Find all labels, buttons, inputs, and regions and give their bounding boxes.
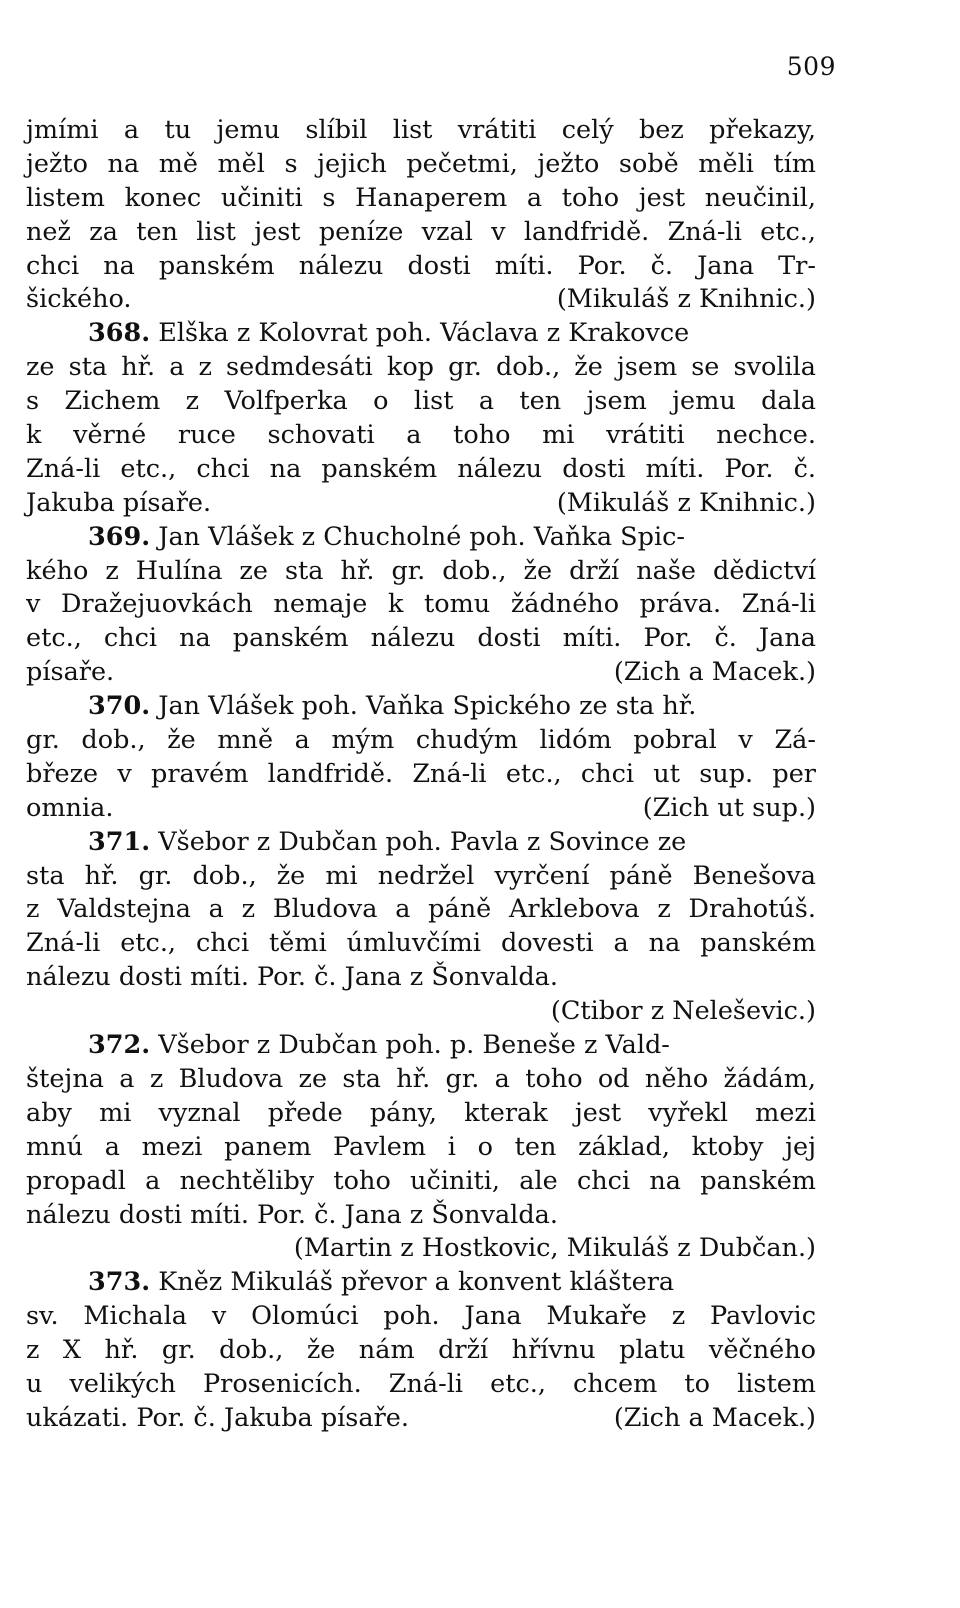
line-text: březe v pravém landfridě. Zná-li etc., chci ut sup. per <box>26 758 816 789</box>
entry-text: Všebor z Dubčan poh. p. Beneše z Vald- <box>158 1030 670 1061</box>
entry-text: Všebor z Dubčan poh. Pavla z Sovince ze <box>158 826 687 857</box>
line-text: šického. <box>26 284 132 315</box>
text-line <box>26 961 816 995</box>
line-text: sv. Michala v Olomúci poh. Jana Mukaře z Pavlovic <box>26 1301 816 1332</box>
line-text: s Zichem z Volfperka o list a ten jsem jemu dala <box>26 386 816 417</box>
text-line <box>26 216 816 250</box>
signatory: (Mikuláš z Knihnic.) <box>556 487 816 518</box>
document-body <box>26 114 816 1436</box>
text-line <box>26 453 816 487</box>
text-line <box>26 487 816 521</box>
entry-text: Kněz Mikuláš převor a konvent kláštera <box>158 1267 675 1298</box>
text-line <box>26 1199 816 1233</box>
entry-number: 372. <box>88 1030 151 1061</box>
text-line <box>26 1334 816 1368</box>
text-line <box>26 1029 816 1063</box>
text-line <box>26 351 816 385</box>
text-line <box>26 1131 816 1165</box>
line-text: k věrné ruce schovati a toho mi vrátiti nechce. <box>26 420 816 451</box>
text-line <box>26 1232 816 1266</box>
text-line <box>26 995 816 1029</box>
line-text: gr. dob., že mně a mým chudým lidóm pobral v Zá- <box>26 725 816 756</box>
signatory: (Zich ut sup.) <box>642 792 816 823</box>
line-text: v Dražejuovkách nemaje k tomu žádného práva. Zná-li <box>26 589 816 620</box>
line-text: štejna a z Bludova ze sta hř. gr. a toho od něho žádám, <box>26 1063 816 1094</box>
line-text: nálezu dosti míti. Por. č. Jana z Šonvalda. <box>26 1199 558 1230</box>
text-line <box>26 1402 816 1436</box>
line-text: než za ten list jest peníze vzal v landfridě. Zná-li etc., <box>26 216 816 247</box>
signatory: (Zich a Macek.) <box>613 657 816 688</box>
line-text: kého z Hulína ze sta hř. gr. dob., že drží naše dědictví <box>26 555 816 586</box>
text-line <box>26 860 816 894</box>
line-text: Zná-li etc., chci těmi úmluvčími dovesti a na panském <box>26 928 816 959</box>
entry-number: 368. <box>88 318 151 349</box>
line-text: u velikých Prosenicích. Zná-li etc., chcem to listem <box>26 1368 816 1399</box>
text-line <box>26 927 816 961</box>
line-text: omnia. <box>26 792 114 823</box>
entry-text: Elška z Kolovrat poh. Václava z Krakovce <box>158 318 690 349</box>
entry-number: 373. <box>88 1267 151 1298</box>
text-line <box>26 1063 816 1097</box>
text-line <box>26 1266 816 1300</box>
line-text: písaře. <box>26 657 115 688</box>
text-line <box>26 317 816 351</box>
entry-text: Jan Vlášek z Chucholné poh. Vaňka Spic- <box>158 521 686 552</box>
text-line <box>26 419 816 453</box>
text-line <box>26 826 816 860</box>
line-text: Zná-li etc., chci na panském nálezu dosti míti. Por. č. <box>26 453 816 484</box>
text-line <box>26 622 816 656</box>
entry-text: Jan Vlášek poh. Vaňka Spického ze sta hř. <box>158 691 697 722</box>
line-text: ze sta hř. a z sedmdesáti kop gr. dob., že jsem se svolila <box>26 352 816 383</box>
signatory: (Zich a Macek.) <box>613 1402 816 1433</box>
text-line <box>26 148 816 182</box>
text-line <box>26 690 816 724</box>
line-text: chci na panském nálezu dosti míti. Por. č. Jana Tr- <box>26 250 816 281</box>
text-line <box>26 724 816 758</box>
line-text: sta hř. gr. dob., že mi nedržel vyrčení páně Benešova <box>26 860 816 891</box>
signatory: (Martin z Hostkovic, Mikuláš z Dubčan.) <box>293 1233 816 1264</box>
entry-number: 371. <box>88 826 151 857</box>
line-text: z Valdstejna a z Bludova a páně Arklebova z Drahotúš. <box>26 894 816 925</box>
line-text: propadl a nechtěliby toho učiniti, ale chci na panském <box>26 1165 816 1196</box>
text-line <box>26 1300 816 1334</box>
line-text: Jakuba písaře. <box>26 487 212 518</box>
signatory: (Ctibor z Neleševic.) <box>550 996 816 1027</box>
text-line <box>26 893 816 927</box>
text-line <box>26 792 816 826</box>
line-text: mnú a mezi panem Pavlem i o ten základ, ktoby jej <box>26 1131 816 1162</box>
text-line <box>26 555 816 589</box>
line-text: z X hř. gr. dob., že nám drží hřívnu platu věčného <box>26 1335 816 1366</box>
text-line <box>26 656 816 690</box>
line-text: ukázati. Por. č. Jakuba písaře. <box>26 1402 409 1433</box>
text-line <box>26 182 816 216</box>
text-line <box>26 283 816 317</box>
text-line <box>26 114 816 148</box>
entry-number: 370. <box>88 691 151 722</box>
text-line <box>26 588 816 622</box>
line-text: jmími a tu jemu slíbil list vrátiti celý bez překazy, <box>26 115 816 145</box>
line-text: listem konec učiniti s Hanaperem a toho jest neučinil, <box>26 182 816 213</box>
text-line <box>26 385 816 419</box>
signatory: (Mikuláš z Knihnic.) <box>556 284 816 315</box>
line-text: etc., chci na panském nálezu dosti míti. Por. č. Jana <box>26 623 816 654</box>
text-line <box>26 1368 816 1402</box>
text-line <box>26 1165 816 1199</box>
text-line <box>26 758 816 792</box>
page-number: 509 <box>786 52 836 81</box>
line-text: aby mi vyznal přede pány, kterak jest vyřekl mezi <box>26 1097 816 1128</box>
text-line <box>26 1097 816 1131</box>
text-line <box>26 250 816 284</box>
text-line <box>26 521 816 555</box>
line-text: nálezu dosti míti. Por. č. Jana z Šonvalda. <box>26 962 558 993</box>
entry-number: 369. <box>88 521 151 552</box>
line-text: ježto na mě měl s jejich pečetmi, ježto sobě měli tím <box>26 148 816 179</box>
